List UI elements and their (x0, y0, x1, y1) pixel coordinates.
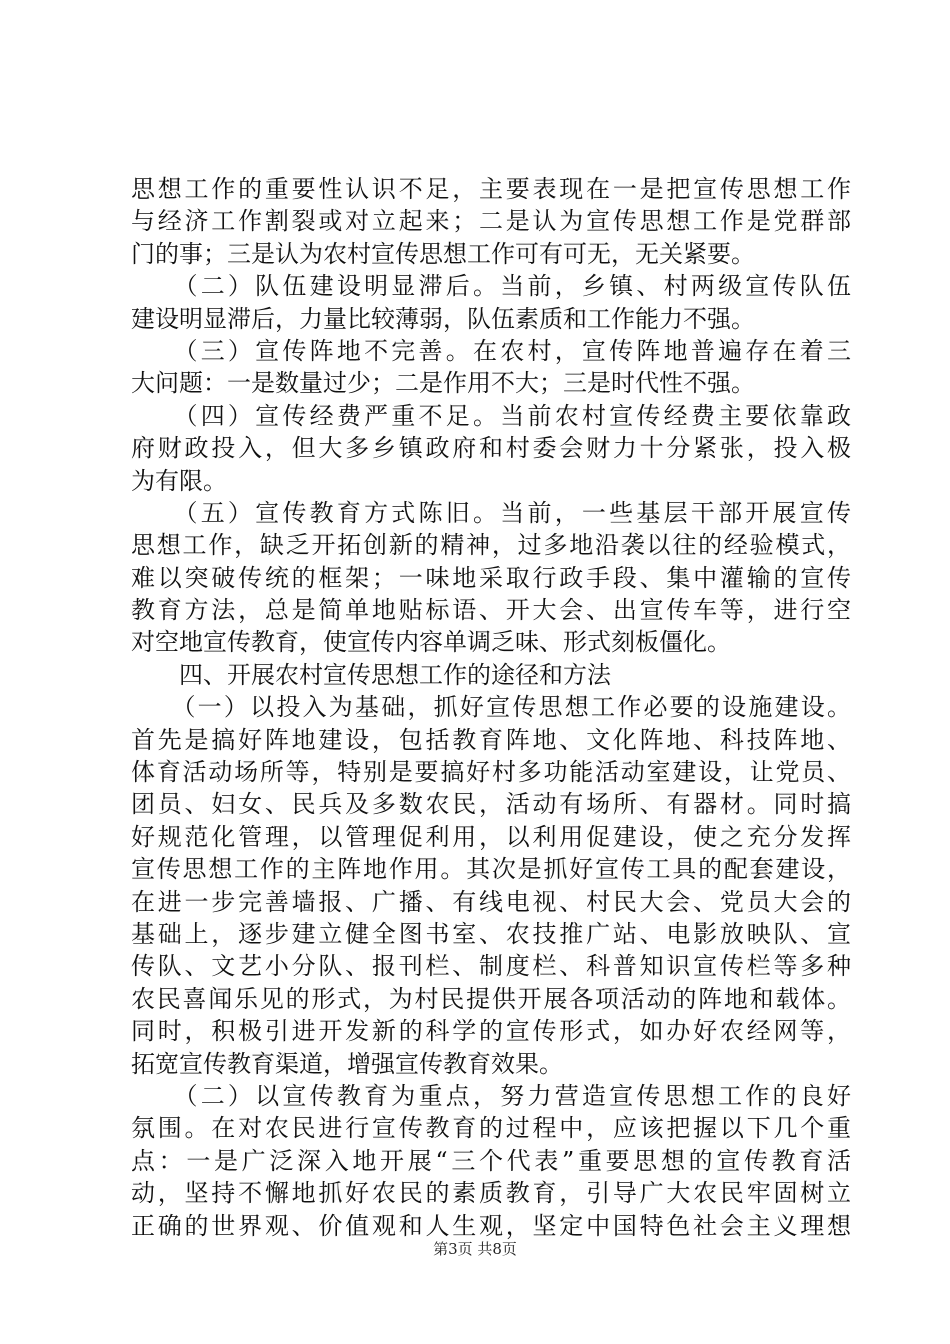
body-text (131, 173, 851, 1242)
text-line: 建设明显滞后，力量比较薄弱，队伍素质和工作能力不强。 (131, 304, 755, 333)
text-line: 宣传思想工作的主阵地作用。其次是抓好宣传工具的配套建设， (131, 855, 851, 884)
text-line: 点：一是广泛深入地开展“三个代表”重要思想的宣传教育活 (131, 1146, 851, 1175)
text-line: 对空地宣传教育，使宣传内容单调乏味、形式刻板僵化。 (131, 628, 731, 657)
text-line: 思想工作的重要性认识不足，主要表现在一是把宣传思想工作 (131, 175, 851, 203)
text-line: 门的事；三是认为农村宣传思想工作可有可无，无关紧要。 (131, 239, 755, 268)
text-line: 正确的世界观、价值观和人生观，坚定中国特色社会主义理想 (131, 1211, 851, 1240)
text-line: 同时，积极引进开发新的科学的宣传形式，如办好农经网等， (131, 1017, 851, 1046)
section-heading: 四、开展农村宣传思想工作的途径和方法 (131, 660, 611, 689)
text-line: （五）宣传教育方式陈旧。当前，一些基层干部开展宣传 (131, 498, 851, 527)
text-line: 为有限。 (131, 466, 227, 495)
text-line: 大问题：一是数量过少；二是作用不大；三是时代性不强。 (131, 369, 755, 398)
text-line: 难以突破传统的框架；一味地采取行政手段、集中灌输的宣传 (131, 563, 851, 592)
text-line: （一）以投入为基础，抓好宣传思想工作必要的设施建设。 (131, 693, 851, 722)
text-line: 农民喜闻乐见的形式，为村民提供开展各项活动的阵地和载体。 (131, 984, 851, 1013)
text-line: 拓宽宣传教育渠道，增强宣传教育效果。 (131, 1049, 563, 1078)
text-line: 首先是搞好阵地建设，包括教育阵地、文化阵地、科技阵地、 (131, 725, 851, 754)
text-line: 团员、妇女、民兵及多数农民，活动有场所、有器材。同时搞 (131, 790, 851, 819)
text-line: 体育活动场所等，特别是要搞好村多功能活动室建设，让党员、 (131, 758, 851, 787)
text-line: 动，坚持不懈地抓好农民的素质教育，引导广大农民牢固树立 (131, 1179, 851, 1208)
text-line: 在进一步完善墙报、广播、有线电视、村民大会、党员大会的 (131, 887, 851, 916)
text-line: 传队、文艺小分队、报刊栏、制度栏、科普知识宣传栏等多种 (131, 952, 851, 981)
text-line: 府财政投入，但大多乡镇政府和村委会财力十分紧张，投入极 (131, 434, 851, 463)
text-line: 好规范化管理，以管理促利用，以利用促建设，使之充分发挥 (131, 822, 851, 851)
text-line: 氛围。在对农民进行宣传教育的过程中，应该把握以下几个重 (131, 1114, 851, 1143)
text-line: 基础上，逐步建立健全图书室、农技推广站、电影放映队、宣 (131, 919, 851, 948)
text-line: 思想工作，缺乏开拓创新的精神，过多地沿袭以往的经验模式， (131, 531, 851, 560)
text-line: 与经济工作割裂或对立起来；二是认为宣传思想工作是党群部 (131, 207, 851, 236)
text-line: （二）以宣传教育为重点，努力营造宣传思想工作的良好 (131, 1081, 851, 1110)
text-line: （二）队伍建设明显滞后。当前，乡镇、村两级宣传队伍 (131, 272, 851, 301)
page-number-footer: 第3页 共8页 (433, 1240, 517, 1258)
text-line: 教育方法，总是简单地贴标语、开大会、出宣传车等，进行空 (131, 596, 851, 625)
text-line: （四）宣传经费严重不足。当前农村宣传经费主要依靠政 (131, 401, 851, 430)
text-line: （三）宣传阵地不完善。在农村，宣传阵地普遍存在着三 (131, 336, 851, 365)
